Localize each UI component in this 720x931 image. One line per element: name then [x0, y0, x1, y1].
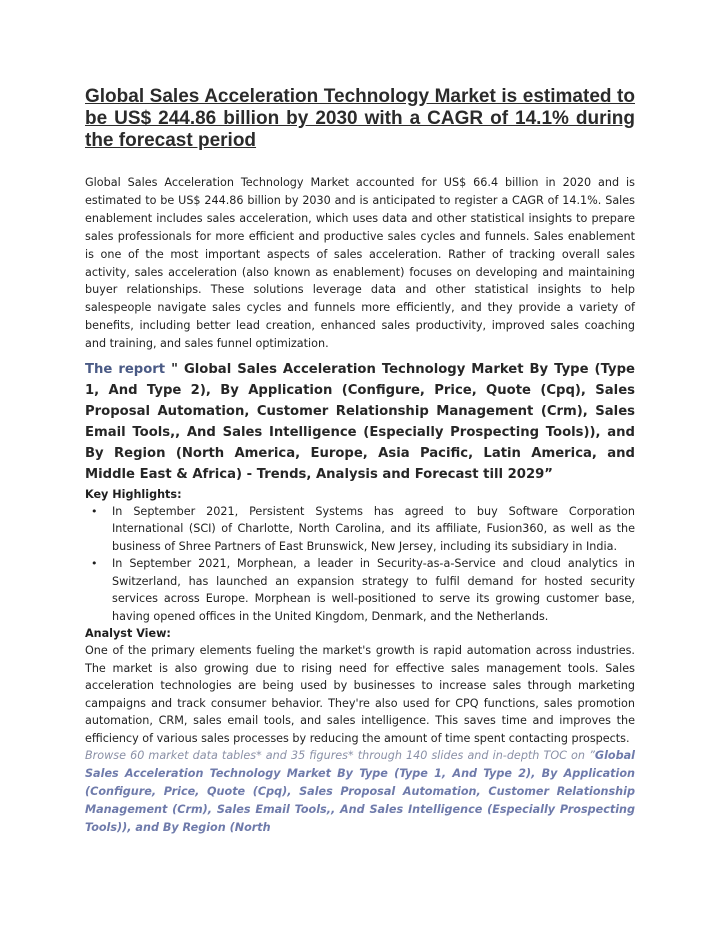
browse-report-title: Global Sales Acceleration Technology Market By Type (Type 1, And Type 2), By Application (Configure, Price, Quote (Cpq), Sales Proposal Automation, Customer Relationship Management (Crm), Sales Email Tools,, And Sales Intelligence (Especially Prospecting Tools)), and By Region (North	[85, 749, 635, 835]
report-title: Global Sales Acceleration Technology Market By Type (Type 1, And Type 2), By Application (Configure, Price, Quote (Cpq), Sales Proposal Automation, Customer Relationship Management (Crm), Sales Email Tools,, And Sales Intelligence (Especially Prospecting Tools)), and By Region (North America, Europe, Asia Pacific, Latin America, and Middle East & Africa) - Trends, Analysis and Forecast till 2029”	[85, 362, 635, 483]
browse-paragraph	[85, 747, 635, 837]
intro-paragraph: Global Sales Acceleration Technology Market accounted for US$ 66.4 billion in 2020 and is estimated to be US$ 244.86 billion by 2030 and is anticipated to register a CAGR of 14.1%. Sales enablement includes sales acceleration, which uses data and other statistical insights to prepare sales professionals for more efficient and productive sales cycles and funnels. Sales enablement is one of the most important aspects of sales acceleration. Rather of tracking overall sales activity, sales acceleration (also known as enablement) focuses on developing and maintaining buyer relationships. These solutions leverage data and other statistical insights to help salespeople navigate sales cycles and funnels more efficiently, and they provide a variety of benefits, including better lead creation, enhanced sales productivity, improved sales coaching and training, and sales funnel optimization.	[85, 176, 635, 351]
highlight-text: In September 2021, Persistent Systems has agreed to buy Software Corporation International (SCI) of Charlotte, North Carolina, and its affiliate, Fusion360, as well as the business of Shree Partners of East Brunswick, New Jersey, including its subsidiary in India.	[112, 505, 635, 553]
bullet-icon: •	[91, 505, 98, 519]
highlight-text: In September 2021, Morphean, a leader in Security-as-a-Service and cloud analytics in Switzerland, has launched an expansion strategy to fulfil demand for hosted security services across Europe. Morphean is well-positioned to serve its growing customer base, having opened offices in the United Kingdom, Denmark, and the Netherlands.	[112, 557, 635, 623]
bullet-icon: •	[91, 557, 98, 571]
list-item	[91, 555, 635, 625]
report-title-paragraph	[85, 359, 635, 485]
document-page	[85, 86, 635, 837]
key-highlights-heading: Key Highlights:	[85, 488, 182, 502]
analyst-view-paragraph: One of the primary elements fueling the market's growth is rapid automation across industries. The market is also growing due to rising need for effective sales management tools. Sales acceleration technologies are being used by businesses to increase sales through marketing campaigns and track consumer behavior. They're also used for CPQ functions, sales promotion automation, CRM, sales email tools, and sales intelligence. This saves time and improves the efficiency of various sales processes by reducing the amount of time spent contacting prospects.	[85, 643, 635, 745]
list-item	[91, 503, 635, 555]
document-title: Global Sales Acceleration Technology Market is estimated to be US$ 244.86 billion by 2030 with a CAGR of 14.1% during the forecast period	[85, 86, 635, 151]
report-quote: "	[165, 362, 178, 378]
browse-text: Browse 60 market data tables* and 35 figures* through 140 slides and in-depth TOC on ”	[85, 749, 595, 763]
report-lead: The report	[85, 362, 166, 378]
analyst-view-heading: Analyst View:	[85, 626, 171, 640]
highlights-list	[85, 503, 635, 625]
